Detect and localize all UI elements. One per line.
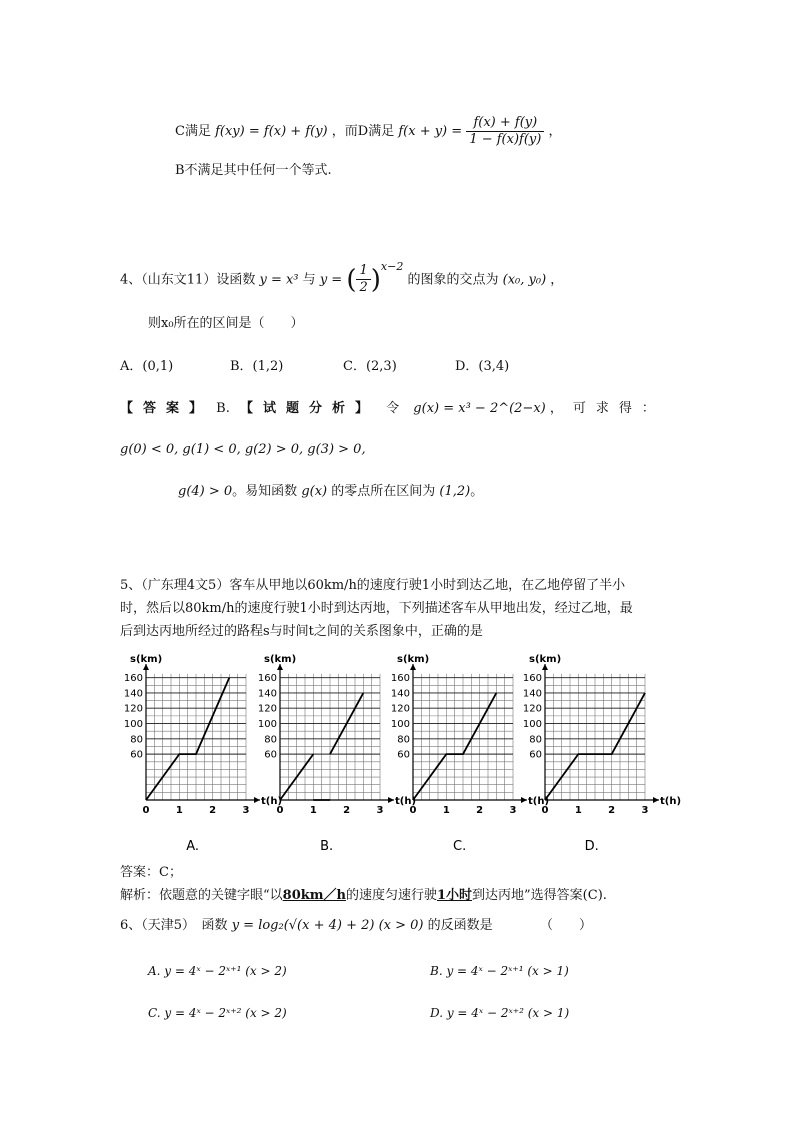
q4-concl-a: g(4) > 0	[178, 484, 233, 499]
q6-blank: （ ）	[540, 918, 593, 933]
x-tick-label: 0	[142, 805, 150, 816]
q6-suffix: 的反函数是	[427, 918, 493, 933]
y-tick-label: 140	[390, 688, 410, 700]
y-tick-label: 120	[257, 703, 277, 715]
q3-c-text: C满足	[175, 124, 211, 139]
q6-option-a: A. y = 4ˣ − 2ˣ⁺¹ (x > 2)	[148, 964, 287, 978]
q3-d-text: ，而D满足	[331, 124, 395, 139]
q3-d-lhs: f(x + y) =	[398, 124, 463, 139]
q5-analysis-d: 1小时	[436, 888, 473, 903]
x-tick-label: 1	[574, 805, 582, 816]
y-tick-label: 120	[123, 703, 143, 715]
x-tick-label: 0	[409, 805, 417, 816]
x-tick-label: 0	[541, 805, 549, 816]
q3-d-denominator: 1 − f(x)f(y)	[469, 132, 542, 147]
x-axis-arrow	[653, 797, 659, 803]
chart-1	[257, 648, 417, 860]
chart-2	[390, 648, 550, 860]
q4-answer-value: B.	[216, 401, 230, 416]
x-axis-label: t(h)	[660, 796, 682, 807]
chart-caption: D.	[584, 839, 599, 854]
q3-c-equation: f(xy) = f(x) + f(y)	[215, 124, 328, 139]
q4-option-a: A．(0,1)	[120, 359, 174, 374]
y-axis-label: s(km)	[529, 654, 562, 665]
q4-obtain: ，可求得：	[549, 401, 665, 416]
y-tick-label: 100	[123, 719, 143, 731]
x-tick-label: 3	[509, 805, 517, 816]
q4-analysis-label: 【试题分析】	[239, 401, 378, 416]
q5-analysis	[120, 887, 607, 905]
q3-line-c-d	[175, 112, 561, 152]
q3-b-line: B不满足其中任何一个等式.	[175, 163, 332, 178]
q6-prefix: 6、（天津5） 函数	[120, 918, 228, 933]
y-tick-label: 160	[123, 673, 143, 685]
x-tick-label: 3	[242, 805, 250, 816]
y-tick-label: 100	[390, 719, 410, 731]
q6-stem	[120, 917, 493, 935]
q6-option-d: D. y = 4ˣ − 2ˣ⁺² (x > 1)	[430, 1006, 570, 1020]
x-tick-label: 1	[175, 805, 183, 816]
chart-caption: B.	[320, 839, 334, 854]
q4-concl-d: 的零点所在区间为	[331, 484, 436, 499]
y-tick-label: 60	[264, 749, 277, 761]
chart-svg	[257, 648, 417, 856]
q4-values: g(0) < 0, g(1) < 0, g(2) > 0, g(3) > 0,	[120, 442, 366, 457]
chart-caption: C.	[453, 839, 467, 854]
chart-svg	[123, 648, 283, 856]
y-tick-label: 120	[522, 703, 542, 715]
y-tick-label: 120	[390, 703, 410, 715]
y-tick-label: 100	[257, 719, 277, 731]
q5-line-2: 时，然后以80km/h的速度行驶1小时到达丙地，下列描述客车从甲地出发，经过乙地，最	[120, 601, 633, 616]
x-tick-label: 2	[608, 805, 616, 816]
q3-d-end: ，	[548, 124, 562, 139]
q4-point: (x₀, y₀)	[502, 272, 547, 288]
q4-option-b: B．(1,2)	[230, 359, 284, 374]
y-tick-label: 140	[522, 688, 542, 700]
x-tick-label: 3	[641, 805, 649, 816]
q4-ask: 则x₀所在的区间是（ ）	[148, 316, 304, 331]
q4-f2-exponent: x−2	[380, 260, 404, 273]
chart-0	[123, 648, 283, 860]
x-tick-label: 1	[442, 805, 450, 816]
y-tick-label: 60	[529, 749, 542, 761]
q4-option-c: C．(2,3)	[343, 359, 397, 374]
q4-option-d: D．(3,4)	[455, 359, 510, 374]
x-axis-arrow	[388, 797, 394, 803]
q4-f2-fraction	[356, 263, 370, 296]
q5-analysis-b: 80km／h	[282, 888, 346, 903]
q5-line-3: 后到达丙地所经过的路程s与时间t之间的关系图象中，正确的是	[120, 624, 483, 639]
chart-svg	[390, 648, 550, 856]
q4-prefix: 4、（山东文11）设函数	[120, 272, 256, 288]
x-axis-label: t(h)	[261, 796, 283, 807]
q4-answer-line	[120, 400, 665, 418]
x-axis-label: t(h)	[528, 796, 550, 807]
chart-caption: A.	[186, 839, 200, 854]
y-tick-label: 60	[397, 749, 410, 761]
q5-analysis-e: 到达丙地”选得答案(C).	[472, 888, 607, 903]
q6-option-c: C. y = 4ˣ − 2ˣ⁺² (x > 2)	[148, 1006, 287, 1020]
q4-concl-c: g(x)	[301, 484, 328, 499]
y-axis-label: s(km)	[130, 654, 163, 665]
y-tick-label: 140	[257, 688, 277, 700]
chart-3	[522, 648, 682, 860]
q4-concl-b: 。易知函数	[232, 484, 298, 499]
q6-func: y = log₂(√(x + 4) + 2) (x > 0)	[231, 918, 424, 933]
x-tick-label: 2	[209, 805, 217, 816]
q4-suffix: 的图象的交点为	[407, 272, 499, 288]
q4-concl-f: 。	[470, 484, 484, 499]
q5-answer: 答案：C；	[120, 865, 182, 880]
y-tick-label: 80	[130, 734, 143, 746]
x-tick-label: 2	[343, 805, 351, 816]
x-tick-label: 1	[309, 805, 317, 816]
chart-svg	[522, 648, 682, 856]
q4-f2-num: 1	[356, 263, 370, 280]
y-axis-label: s(km)	[264, 654, 297, 665]
x-axis-arrow	[254, 797, 260, 803]
q4-mid: 与	[302, 272, 316, 288]
q4-conclusion	[178, 483, 483, 501]
q4-concl-e: (1,2)	[439, 484, 471, 499]
q5-analysis-c: 的速度匀速行驶	[345, 888, 437, 903]
y-tick-label: 140	[123, 688, 143, 700]
q4-g-def: g(x) = x³ − 2^(2−x)	[413, 401, 546, 416]
y-tick-label: 80	[397, 734, 410, 746]
x-tick-label: 2	[476, 805, 484, 816]
y-axis-label: s(km)	[397, 654, 430, 665]
x-tick-label: 0	[276, 805, 284, 816]
y-tick-label: 60	[130, 749, 143, 761]
x-tick-label: 3	[376, 805, 384, 816]
q4-stem: 4、（山东文11）设函数 y = x³ 与 y = ( $\frac{1}{2}$ )$^{x-2}$ 的图象的交点为 (x₀, y₀) ，	[120, 260, 564, 296]
y-tick-label: 160	[522, 673, 542, 685]
q6-option-b: B. y = 4ˣ − 2ˣ⁺¹ (x > 1)	[430, 964, 569, 978]
y-tick-label: 80	[529, 734, 542, 746]
q4-let: 令	[386, 401, 400, 416]
q3-d-fraction	[466, 115, 544, 148]
q3-d-numerator: f(x) + f(y)	[466, 115, 544, 132]
q4-end: ，	[550, 272, 564, 288]
q5-line-1: 5、（广东理4文5）客车从甲地以60km/h的速度行驶1小时到达乙地，在乙地停留了半小	[120, 578, 626, 593]
q4-f2-lhs: y =	[319, 272, 343, 288]
q4-f2-den: 2	[359, 280, 368, 296]
q5-analysis-a: 解析：依题意的关键字眼“以	[120, 888, 283, 903]
q4-answer-label: 【答案】	[120, 401, 213, 416]
y-tick-label: 100	[522, 719, 542, 731]
y-tick-label: 160	[257, 673, 277, 685]
y-tick-label: 80	[264, 734, 277, 746]
x-axis-label: t(h)	[395, 796, 417, 807]
q4-f1: y = x³	[259, 272, 299, 288]
y-tick-label: 160	[390, 673, 410, 685]
